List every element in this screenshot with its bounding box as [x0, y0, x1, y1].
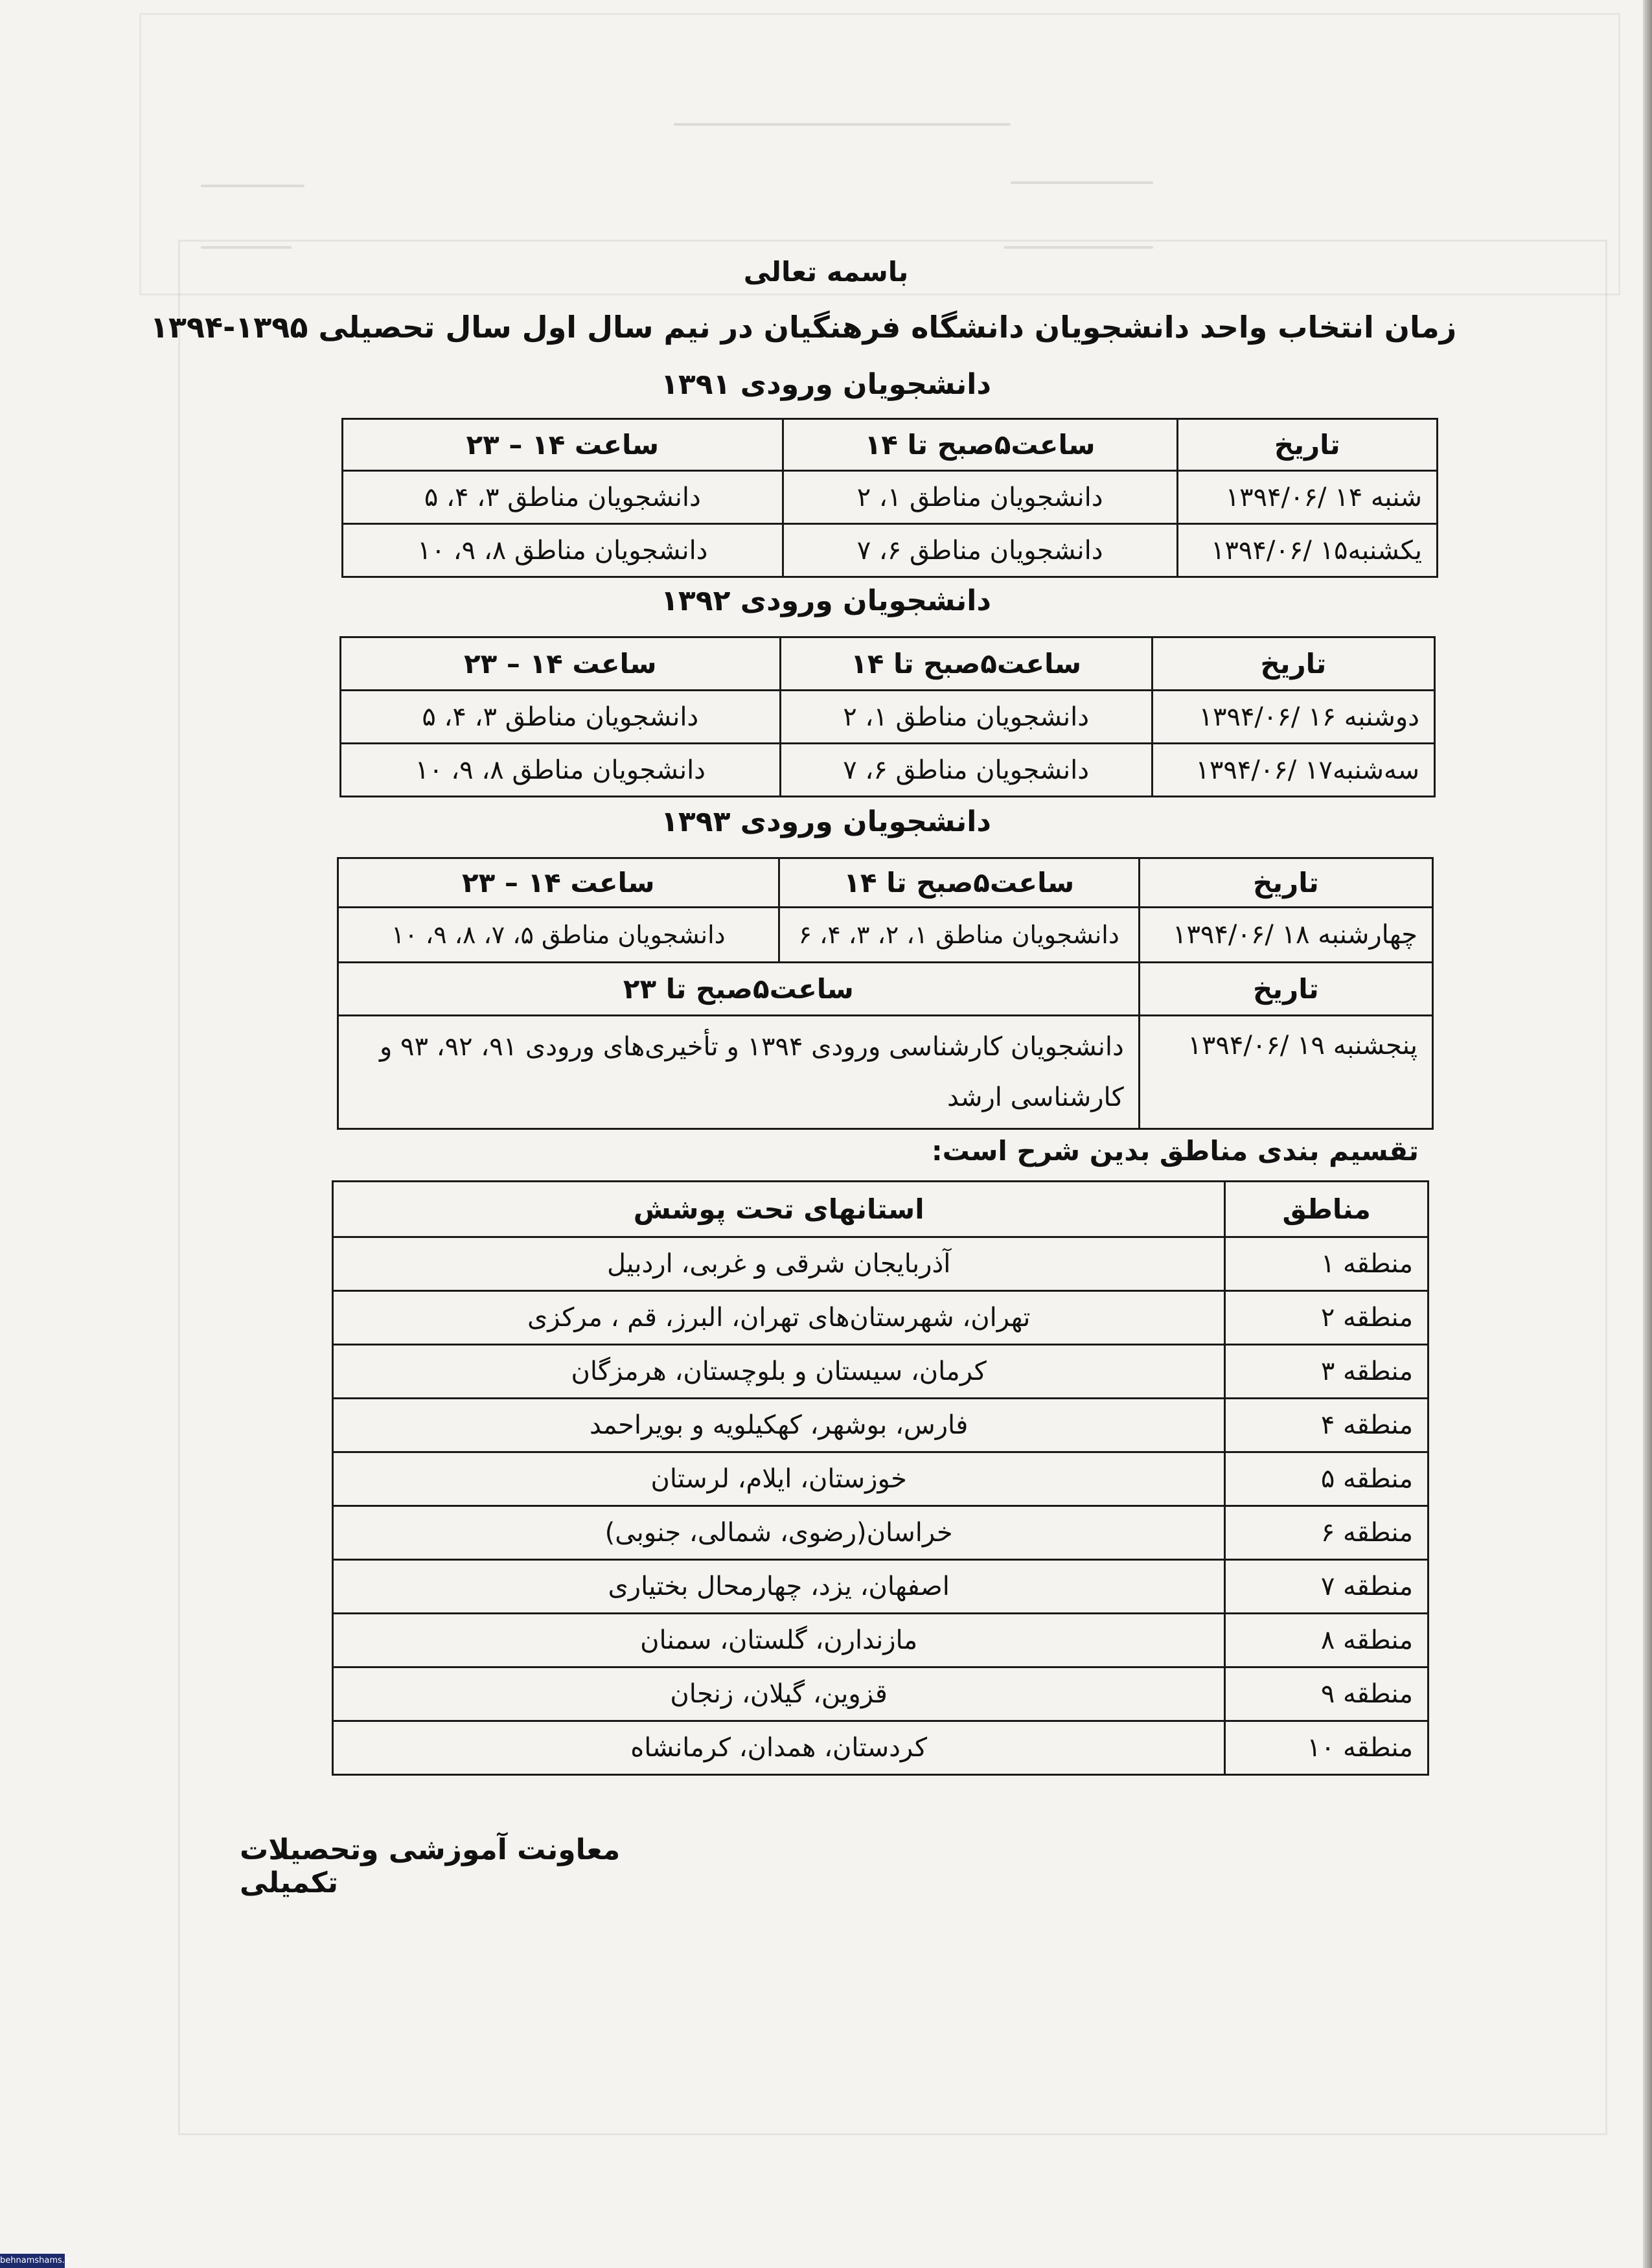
header-date: تاریخ: [1139, 858, 1432, 908]
region-cell: منطقه ۴: [1225, 1399, 1428, 1452]
morning-cell: دانشجویان مناطق ۱، ۲، ۳، ۴، ۶: [779, 908, 1139, 963]
region-cell: منطقه ۸: [1225, 1614, 1428, 1667]
table-header-row: [338, 858, 1433, 908]
header-morning: ساعت۵صبح تا ۱۴: [783, 419, 1177, 471]
provinces-cell: کرمان، سیستان و بلوچستان، هرمزگان: [333, 1345, 1225, 1399]
table-row: [343, 524, 1438, 577]
table-header-row: [333, 1182, 1428, 1237]
bleed-through-line: [201, 246, 292, 249]
fullday-cell: دانشجویان کارشناسی ورودی ۱۳۹۴ و تأخیری‌های ورودی ۹۱، ۹۲، ۹۳ و کارشناسی ارشد: [338, 1016, 1140, 1129]
table-row: [333, 1399, 1428, 1452]
table-row: [343, 471, 1438, 524]
page-title: زمان انتخاب واحد دانشجویان دانشگاه فرهنگیان در نیم سال اول سال تحصیلی ۱۳۹۵-۱۳۹۴: [150, 310, 1457, 345]
morning-cell: دانشجویان مناطق ۶، ۷: [783, 524, 1177, 577]
morning-cell: دانشجویان مناطق ۱، ۲: [783, 471, 1177, 524]
header-region: مناطق: [1225, 1182, 1428, 1237]
date-cell: چهارشنبه ۱۸ /۱۳۹۴/۰۶: [1139, 908, 1432, 963]
table-row: [338, 1016, 1433, 1129]
table-row: [333, 1237, 1428, 1291]
afternoon-cell: دانشجویان مناطق ۳، ۴، ۵: [343, 471, 783, 524]
provinces-cell: خراسان(رضوی، شمالی، جنوبی): [333, 1506, 1225, 1560]
date-cell: یکشنبه۱۵ /۱۳۹۴/۰۶: [1177, 524, 1437, 577]
region-cell: منطقه ۱: [1225, 1237, 1428, 1291]
provinces-cell: اصفهان، یزد، چهارمحال بختیاری: [333, 1560, 1225, 1614]
provinces-cell: قزوین، گیلان، زنجان: [333, 1667, 1225, 1721]
caption-1391: دانشجویان ورودی ۱۳۹۱: [661, 368, 991, 401]
signature: معاونت آموزشی وتحصیلات تکمیلی: [240, 1833, 621, 1899]
provinces-cell: کردستان، همدان، کرمانشاه: [333, 1721, 1225, 1775]
table-row: [341, 691, 1435, 744]
schedule-table-1392: [339, 636, 1436, 797]
header-morning: ساعت۵صبح تا ۱۴: [780, 637, 1152, 691]
region-cell: منطقه ۲: [1225, 1291, 1428, 1345]
header-morning: ساعت۵صبح تا ۱۴: [779, 858, 1139, 908]
provinces-cell: خوزستان، ایلام، لرستان: [333, 1452, 1225, 1506]
header-date: تاریخ: [1177, 419, 1437, 471]
afternoon-cell: دانشجویان مناطق ۸، ۹، ۱۰: [343, 524, 783, 577]
header-afternoon: ساعت ۱۴ – ۲۳: [343, 419, 783, 471]
date-cell: دوشنبه ۱۶ /۱۳۹۴/۰۶: [1152, 691, 1434, 744]
table-row: [333, 1614, 1428, 1667]
table-header-row: [341, 637, 1435, 691]
table-header-row: [338, 963, 1433, 1016]
provinces-cell: تهران، شهرستان‌های تهران، البرز، قم ، مرکزی: [333, 1291, 1225, 1345]
region-cell: منطقه ۳: [1225, 1345, 1428, 1399]
table-row: [333, 1452, 1428, 1506]
watermark: behnamshams.ir: [0, 2254, 65, 2268]
header-afternoon: ساعت ۱۴ – ۲۳: [341, 637, 781, 691]
table-row: [341, 744, 1435, 797]
table-row: [333, 1291, 1428, 1345]
caption-1392: دانشجویان ورودی ۱۳۹۲: [661, 584, 991, 617]
afternoon-cell: دانشجویان مناطق ۵، ۷، ۸، ۹، ۱۰: [338, 908, 779, 963]
table-row: [333, 1667, 1428, 1721]
afternoon-cell: دانشجویان مناطق ۳، ۴، ۵: [341, 691, 781, 744]
afternoon-cell: دانشجویان مناطق ۸، ۹، ۱۰: [341, 744, 781, 797]
header-date: تاریخ: [1152, 637, 1434, 691]
region-cell: منطقه ۷: [1225, 1560, 1428, 1614]
regions-intro: تقسیم بندی مناطق بدین شرح است:: [931, 1135, 1419, 1167]
provinces-cell: آذربایجان شرقی و غربی، اردبیل: [333, 1237, 1225, 1291]
table-row: [333, 1506, 1428, 1560]
bleed-through-line: [201, 185, 304, 187]
table-header-row: [343, 419, 1438, 471]
region-cell: منطقه ۹: [1225, 1667, 1428, 1721]
region-cell: منطقه ۶: [1225, 1506, 1428, 1560]
region-cell: منطقه ۵: [1225, 1452, 1428, 1506]
provinces-cell: مازندارن، گلستان، سمنان: [333, 1614, 1225, 1667]
schedule-table-1393: [337, 857, 1434, 1130]
table-row: [333, 1721, 1428, 1775]
provinces-cell: فارس، بوشهر، کهکیلویه و بویراحمد: [333, 1399, 1225, 1452]
caption-1393: دانشجویان ورودی ۱۳۹۳: [661, 805, 991, 838]
header-provinces: استانهای تحت پوشش: [333, 1182, 1225, 1237]
basmala: باسمه تعالی: [743, 256, 909, 288]
header-date: تاریخ: [1139, 963, 1432, 1016]
scan-edge: [1643, 0, 1652, 2268]
header-fullday: ساعت۵صبح تا ۲۳: [338, 963, 1140, 1016]
table-row: [333, 1560, 1428, 1614]
date-cell: سه‌شنبه۱۷ /۱۳۹۴/۰۶: [1152, 744, 1434, 797]
table-row: [333, 1345, 1428, 1399]
morning-cell: دانشجویان مناطق ۶، ۷: [780, 744, 1152, 797]
table-row: [338, 908, 1433, 963]
date-cell: شنبه ۱۴ /۱۳۹۴/۰۶: [1177, 471, 1437, 524]
region-cell: منطقه ۱۰: [1225, 1721, 1428, 1775]
schedule-table-1391: [341, 418, 1438, 578]
header-afternoon: ساعت ۱۴ – ۲۳: [338, 858, 779, 908]
bleed-through-line: [674, 123, 1011, 126]
bleed-through-line: [1011, 181, 1153, 184]
bleed-through-line: [1004, 246, 1153, 249]
date-cell: پنجشنبه ۱۹ /۱۳۹۴/۰۶: [1139, 1016, 1432, 1129]
morning-cell: دانشجویان مناطق ۱، ۲: [780, 691, 1152, 744]
regions-table: [332, 1180, 1429, 1776]
